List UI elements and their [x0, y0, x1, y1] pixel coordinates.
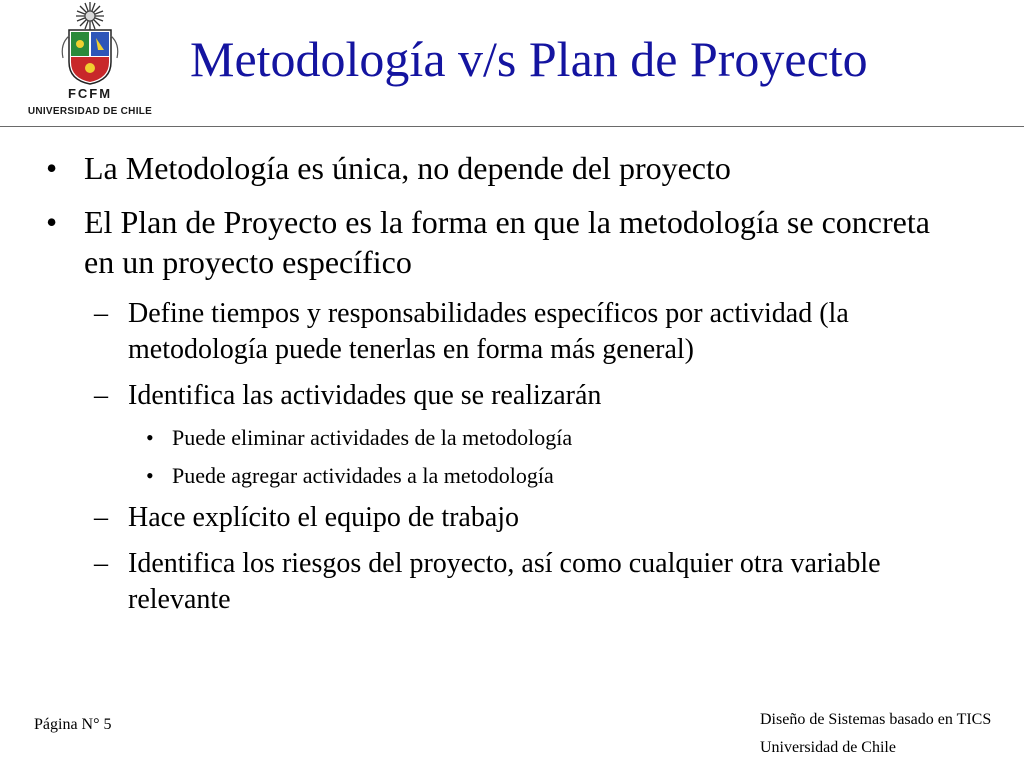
footer-university: Universidad de Chile: [760, 739, 896, 756]
sub-sub-bullet-item: [0, 424, 1024, 452]
logo-faculty-label: FCFM: [67, 86, 113, 101]
dash-marker: –: [94, 298, 108, 329]
sub-sub-bullet-item: [0, 462, 1024, 490]
bullet-item: [0, 202, 1024, 282]
course-name: Diseño de Sistemas basado en TICS: [760, 711, 992, 728]
footer-credits: [760, 706, 991, 762]
sub-bullet-text: Define tiempos y responsabilidades específicos por actividad (la metodología puede tenerlas en forma más general): [128, 298, 849, 365]
bullet-marker: •: [146, 425, 154, 450]
sub-sub-bullet-text: Puede agregar actividades a la metodología: [172, 463, 554, 488]
coat-of-arms-icon: [10, 0, 170, 86]
dash-marker: –: [94, 502, 108, 533]
bullet-text: El Plan de Proyecto es la forma en que la metodología se concreta en un proyecto específico: [84, 204, 930, 280]
slide-content: [0, 148, 1024, 628]
bullet-item: [0, 148, 1024, 188]
bullet-marker: •: [146, 463, 154, 488]
sub-bullet-text: Identifica los riesgos del proyecto, así como cualquier otra variable relevante: [128, 548, 881, 615]
sub-sub-bullet-text: Puede eliminar actividades de la metodología: [172, 425, 573, 450]
slide-title: Metodología v/s Plan de Proyecto: [190, 31, 868, 87]
sub-bullet-text: Hace explícito el equipo de trabajo: [128, 502, 520, 533]
university-logo: [10, 0, 170, 124]
bullet-marker: •: [46, 204, 58, 240]
sub-bullet-item: [0, 546, 1024, 618]
sub-bullet-item: [0, 378, 1024, 414]
dash-marker: –: [94, 380, 108, 411]
title-divider: [0, 126, 1024, 127]
sub-bullet-item: [0, 500, 1024, 536]
page-number: Página N° 5: [34, 716, 112, 733]
logo-university-label: UNIVERSIDAD DE CHILE: [27, 106, 153, 117]
bullet-marker: •: [46, 150, 58, 186]
dash-marker: –: [94, 548, 108, 579]
sub-bullet-item: [0, 296, 1024, 368]
bullet-text: La Metodología es única, no depende del proyecto: [84, 150, 731, 186]
sub-bullet-text: Identifica las actividades que se realizarán: [128, 380, 602, 411]
